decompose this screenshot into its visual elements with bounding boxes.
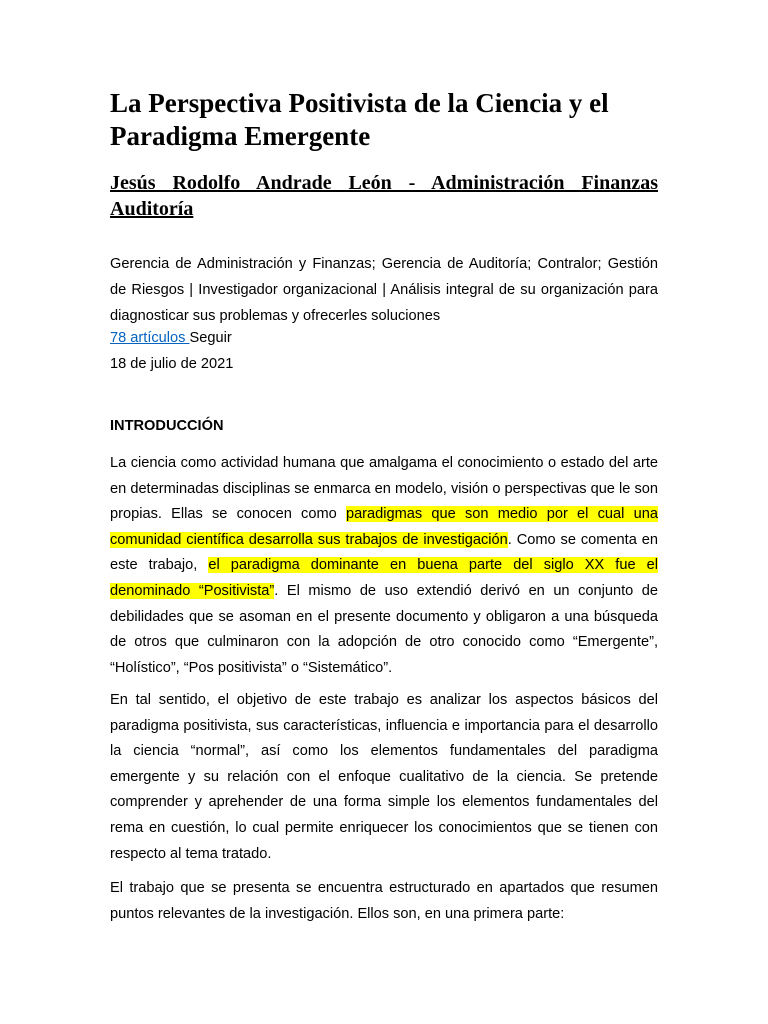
author-bio: Gerencia de Administración y Finanzas; Gerencia de Auditoría; Contralor; Gestión de Riesgos | Investigador organizacional | Análisis integral de su organización para diagnosticar sus problemas y ofrecerles soluciones (110, 256, 658, 324)
follow-line (110, 325, 232, 351)
author-byline[interactable]: Jesús Rodolfo Andrade León - Administración Finanzas Auditoría (110, 172, 658, 220)
paragraph-text: . Como se comenta en este trabajo, (110, 531, 658, 574)
publish-date: 18 de julio de 2021 (110, 356, 234, 372)
paragraph-text: La ciencia como actividad humana que amalgama el conocimiento o estado del arte en determinadas disciplinas se enmarca en modelo, visión o perspectivas que le son propias. Ellas se conocen como (110, 455, 658, 523)
paragraph-objective: En tal sentido, el objetivo de este trabajo es analizar los aspectos básicos del paradigma positivista, sus características, influencia e importancia para el desarrollo la ciencia “normal”, así como los elementos fundamentales del paradigma emergente y su relación con el enfoque cualitativo de la ciencia. Se pretende comprender y aprehender de una forma simple los elementos fundamentales del rema en cuestión, lo cual permite enriquecer los conocimientos que se tienen con respecto al tema tratado. (110, 692, 658, 862)
paragraph-intro (110, 451, 658, 681)
section-heading: INTRODUCCIÓN (110, 418, 224, 434)
article-title: La Perspectiva Positivista de la Ciencia y el Paradigma Emergente (110, 88, 609, 151)
articles-count-link[interactable]: 78 artículos (110, 330, 190, 346)
highlighted-text: el paradigma dominante en buena parte del siglo XX fue el denominado “Positivista” (110, 557, 658, 599)
highlighted-text: paradigmas que son medio por el cual una comunidad científica desarrolla sus trabajos de investigación (110, 506, 658, 548)
follow-button[interactable]: Seguir (189, 330, 232, 346)
paragraph-text: . El mismo de uso extendió derivó en un conjunto de debilidades que se asoman en el presente documento y obligaron a una búsqueda de otros que culminaron con la adopción de otro conocido como “Emergente”, “Holístico”, “Pos positivista” o “Sistemático”. (110, 582, 658, 676)
paragraph-structure: El trabajo que se presenta se encuentra estructurado en apartados que resumen puntos relevantes de la investigación. Ellos son, en una primera parte: (110, 880, 658, 922)
